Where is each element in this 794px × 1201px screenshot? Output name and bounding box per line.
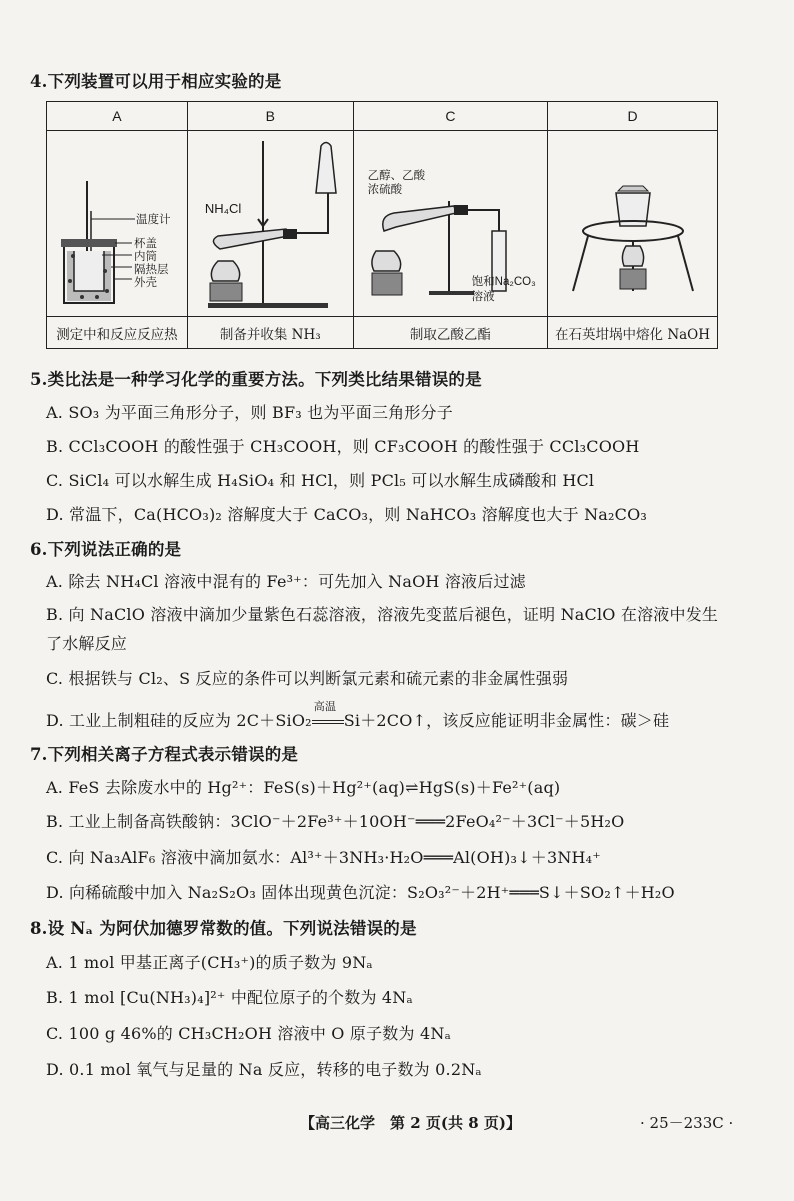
q6-d-pre: D. 工业上制粗硅的反应为 2C＋SiO₂ bbox=[46, 711, 312, 730]
label-lid: 杯盖 bbox=[134, 238, 157, 250]
q8-option-d: D. 0.1 mol 氧气与足量的 Na 反应，转移的电子数为 0.2Nₐ bbox=[46, 1060, 482, 1079]
q4-stem: 4.下列装置可以用于相应实验的是 bbox=[30, 72, 282, 91]
col-header-c: C bbox=[353, 102, 547, 131]
q8-option-a: A. 1 mol 甲基正离子(CH₃⁺)的质子数为 9Nₐ bbox=[46, 953, 373, 972]
col-header-a: A bbox=[47, 102, 188, 131]
q6-option-b-cont: 了水解反应 bbox=[46, 634, 128, 653]
q7-stem: 7.下列相关离子方程式表示错误的是 bbox=[30, 745, 299, 764]
label-ethanol-acetic: 乙醇、乙酸 bbox=[367, 170, 426, 182]
q6-option-a: A. 除去 NH₄Cl 溶液中混有的 Fe³⁺：可先加入 NaOH 溶液后过滤 bbox=[46, 572, 526, 591]
q6-stem: 6.下列说法正确的是 bbox=[30, 540, 182, 559]
caption-d: 在石英坩埚中熔化 NaOH bbox=[548, 317, 718, 349]
q6-option-b: B. 向 NaClO 溶液中滴加少量紫色石蕊溶液，溶液先变蓝后褪色，证明 NaClO 在溶液中发生 bbox=[46, 605, 719, 624]
q6-d-post: Si＋2CO↑，该反应能证明非金属性：碳＞硅 bbox=[343, 711, 670, 730]
ammonia-setup-drawing bbox=[188, 131, 354, 316]
caption-c: 制取乙酸乙酯 bbox=[353, 317, 547, 349]
q7-option-a: A. FeS 去除废水中的 Hg²⁺：FeS(s)＋Hg²⁺(aq)⇌HgS(s)＋Fe²⁺(aq) bbox=[46, 778, 561, 797]
apparatus-a bbox=[47, 131, 188, 317]
reaction-condition bbox=[312, 700, 344, 730]
apparatus-c bbox=[353, 131, 547, 317]
label-na2co3: 饱和Na₂CO₃ bbox=[471, 276, 536, 288]
q8-option-c: C. 100 g 46%的 CH₃CH₂OH 溶液中 O 原子数为 4Nₐ bbox=[46, 1024, 451, 1043]
col-header-b: B bbox=[187, 102, 353, 131]
label-insulation: 隔热层 bbox=[134, 264, 169, 276]
condition-label: 高温 bbox=[313, 700, 337, 713]
apparatus-table bbox=[46, 101, 718, 349]
q8-option-b: B. 1 mol [Cu(NH₃)₄]²⁺ 中配位原子的个数为 4Nₐ bbox=[46, 988, 413, 1007]
q7-option-b: B. 工业上制备高铁酸钠：3ClO⁻＋2Fe³⁺＋10OH⁻═══2FeO₄²⁻＋3Cl⁻＋5H₂O bbox=[46, 812, 625, 831]
label-conc-sulfuric: 浓硫酸 bbox=[367, 184, 403, 196]
apparatus-d bbox=[548, 131, 718, 317]
q5-option-d: D. 常温下，Ca(HCO₃)₂ 溶解度大于 CaCO₃，则 NaHCO₃ 溶解度也大于 Na₂CO₃ bbox=[46, 505, 648, 524]
caption-b: 制备并收集 NH₃ bbox=[187, 317, 353, 349]
q6-option-d bbox=[46, 700, 670, 731]
label-thermometer: 温度计 bbox=[136, 214, 171, 226]
caption-a: 测定中和反应反应热 bbox=[47, 317, 188, 349]
col-header-d: D bbox=[548, 102, 718, 131]
exam-code: · 25－233C · bbox=[640, 1114, 734, 1132]
q7-option-c: C. 向 Na₃AlF₆ 溶液中滴加氨水：Al³⁺＋3NH₃·H₂O═══Al(OH)₃↓＋3NH₄⁺ bbox=[46, 848, 601, 867]
label-nh4cl: NH₄Cl bbox=[204, 201, 242, 216]
label-solution: 溶液 bbox=[471, 291, 495, 303]
q8-stem: 8.设 Nₐ 为阿伏加德罗常数的值。下列说法错误的是 bbox=[30, 919, 417, 938]
q5-stem: 5.类比法是一种学习化学的重要方法。下列类比结果错误的是 bbox=[30, 370, 482, 389]
label-shell: 外壳 bbox=[134, 277, 157, 289]
q5-option-b: B. CCl₃COOH 的酸性强于 CH₃COOH，则 CF₃COOH 的酸性强于 CCl₃COOH bbox=[46, 437, 640, 456]
q6-option-c: C. 根据铁与 Cl₂、S 反应的条件可以判断氯元素和硫元素的非金属性强弱 bbox=[46, 669, 569, 688]
crucible-setup-drawing bbox=[548, 131, 718, 316]
q5-option-c: C. SiCl₄ 可以水解生成 H₄SiO₄ 和 HCl，则 PCl₅ 可以水解生成磷酸和 HCl bbox=[46, 471, 595, 490]
page-footer: 【高三化学 第 2 页(共 8 页)】 bbox=[300, 1114, 521, 1132]
q7-option-d: D. 向稀硫酸中加入 Na₂S₂O₃ 固体出现黄色沉淀：S₂O₃²⁻＋2H⁺═══S↓＋SO₂↑＋H₂O bbox=[46, 883, 675, 902]
apparatus-b bbox=[187, 131, 353, 317]
q5-option-a: A. SO₃ 为平面三角形分子，则 BF₃ 也为平面三角形分子 bbox=[46, 403, 453, 422]
label-inner-cup: 内筒 bbox=[134, 251, 157, 263]
